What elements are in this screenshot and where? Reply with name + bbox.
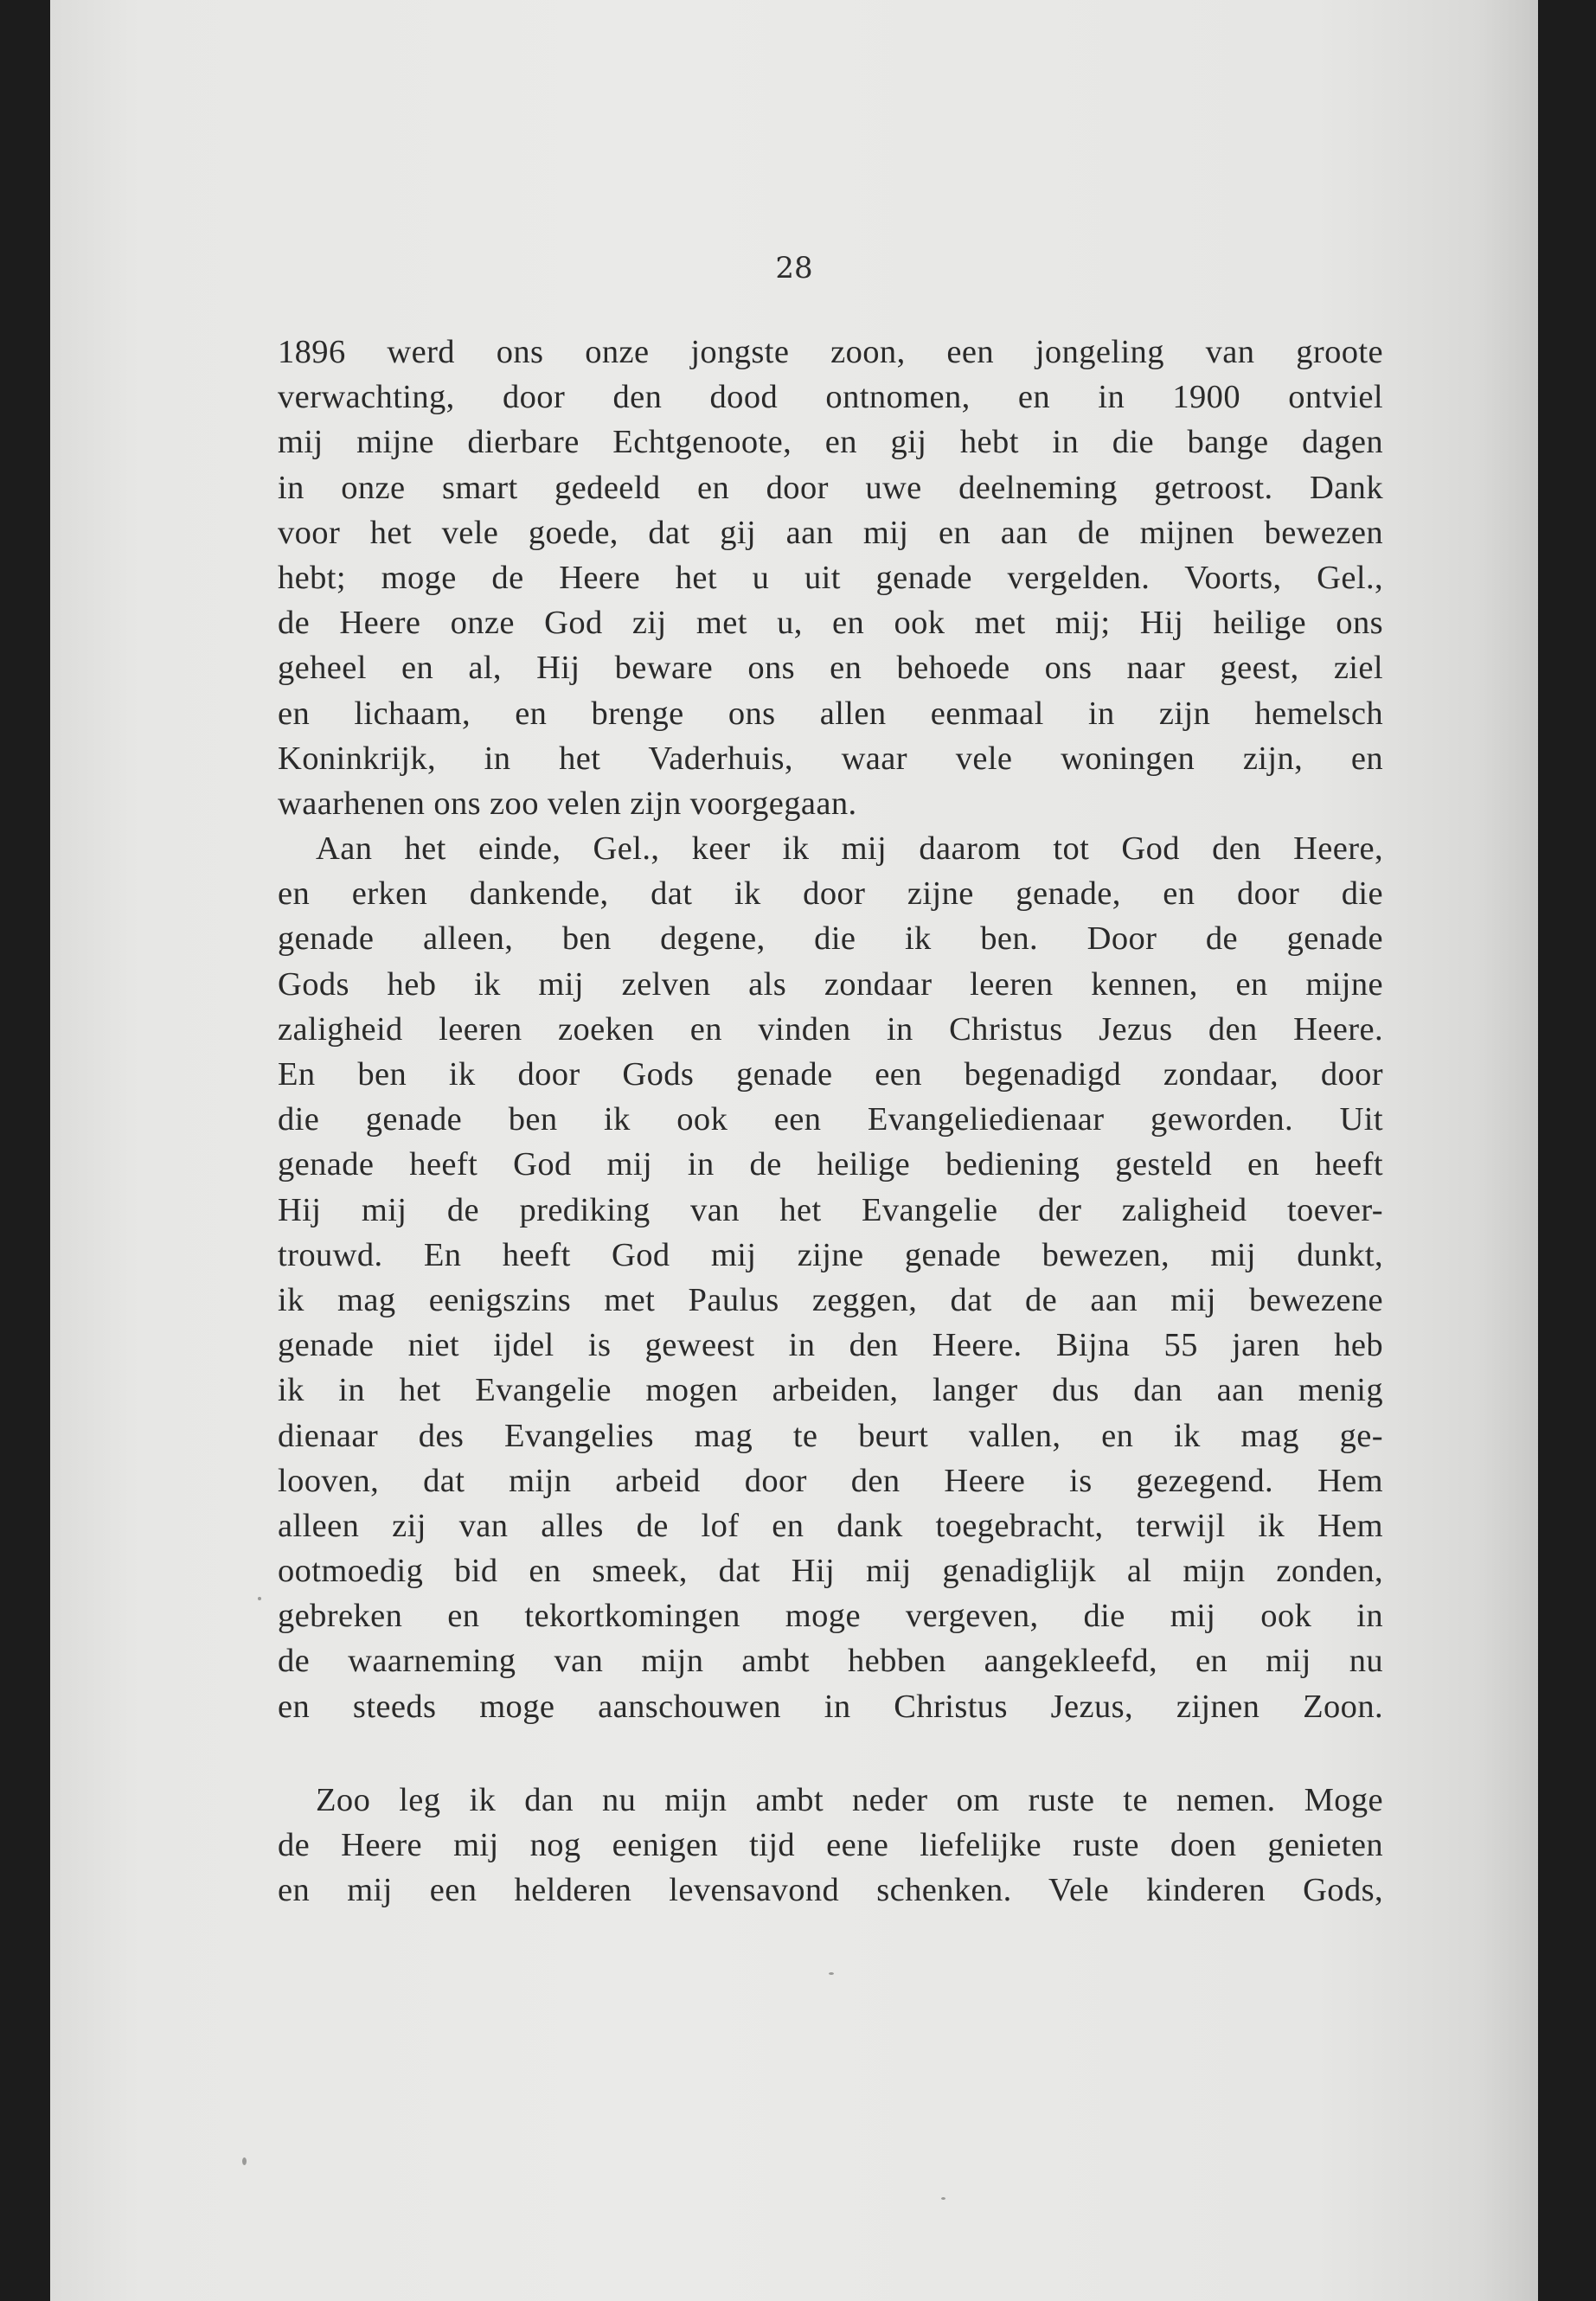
text-line: Zoo leg ik dan nu mijn ambt neder om ruste te nemen. Moge — [316, 1781, 1383, 1818]
text-line: genade niet ijdel is geweest in den Heere. Bijna 55 jaren heb — [278, 1327, 1383, 1364]
text-line: En ben ik door Gods genade een begenadigd zondaar, door — [278, 1056, 1383, 1093]
text-line: genade alleen, ben degene, die ik ben. Door de genade — [278, 920, 1383, 958]
text-line: en mij een helderen levensavond schenken. Vele kinderen Gods, — [278, 1872, 1383, 1909]
text-line: ik mag eenigszins met Paulus zeggen, dat de aan mij bewezene — [278, 1281, 1383, 1318]
text-line: Koninkrijk, in het Vaderhuis, waar vele woningen zijn, en — [278, 740, 1383, 777]
text-line: en steeds moge aanschouwen in Christus Jezus, zijnen Zoon. — [278, 1688, 1383, 1725]
text-line: ootmoedig bid en smeek, dat Hij mij genadiglijk al mijn zonden, — [278, 1553, 1383, 1590]
text-line: Hij mij de prediking van het Evangelie der zaligheid toever- — [278, 1191, 1383, 1228]
scan-speck — [829, 1972, 834, 1975]
text-line: Gods heb ik mij zelven als zondaar leeren kennen, en mijne — [278, 965, 1383, 1003]
paragraph-2 — [278, 826, 1383, 1729]
page-number: 28 — [775, 251, 813, 285]
text-line: en lichaam, en brenge ons allen eenmaal in zijn hemelsch — [278, 695, 1383, 732]
scan-speck — [941, 2197, 945, 2200]
paragraph-1 — [278, 330, 1383, 826]
text-line: genade heeft God mij in de heilige bediening gesteld en heeft — [278, 1146, 1383, 1183]
text-line: alleen zij van alles de lof en dank toegebracht, terwijl ik Hem — [278, 1507, 1383, 1544]
text-line: mij mijne dierbare Echtgenoote, en gij hebt in die bange dagen — [278, 424, 1383, 461]
text-line: de Heere mij nog eenigen tijd eene liefelijke ruste doen genieten — [278, 1827, 1383, 1863]
paragraph-3 — [278, 1778, 1383, 1913]
text-line: die genade ben ik ook een Evangeliedienaar geworden. Uit — [278, 1101, 1383, 1138]
text-line: trouwd. En heeft God mij zijne genade bewezen, mij dunkt, — [278, 1236, 1383, 1273]
scan-speck — [258, 1597, 261, 1600]
text-line: zaligheid leeren zoeken en vinden in Christus Jezus den Heere. — [278, 1010, 1383, 1048]
body-text — [278, 330, 1383, 1913]
paragraph-gap — [278, 1729, 1383, 1778]
text-line: looven, dat mijn arbeid door den Heere is gezegend. Hem — [278, 1462, 1383, 1499]
text-line: Aan het einde, Gel., keer ik mij daarom tot God den Heere, — [316, 830, 1383, 868]
text-line: dienaar des Evangelies mag te beurt vallen, en ik mag ge- — [278, 1417, 1383, 1454]
text-line: verwachting, door den dood ontnomen, en in 1900 ontviel — [278, 379, 1383, 416]
text-line: in onze smart gedeeld en door uwe deelneming getroost. Dank — [278, 469, 1383, 506]
text-line: en erken dankende, dat ik door zijne genade, en door die — [278, 875, 1383, 913]
text-line: de waarneming van mijn ambt hebben aangekleefd, en mij nu — [278, 1643, 1383, 1680]
book-page — [50, 0, 1538, 2301]
text-line: hebt; moge de Heere het u uit genade vergelden. Voorts, Gel., — [278, 559, 1383, 596]
text-line: waarhenen ons zoo velen zijn voorgegaan. — [278, 785, 857, 822]
scan-speck — [242, 2157, 247, 2165]
text-line: 1896 werd ons onze jongste zoon, een jongeling van groote — [278, 334, 1383, 370]
text-line: de Heere onze God zij met u, en ook met mij; Hij heilige ons — [278, 605, 1383, 642]
text-line: geheel en al, Hij beware ons en behoede ons naar geest, ziel — [278, 650, 1383, 687]
text-line: ik in het Evangelie mogen arbeiden, langer dus dan aan menig — [278, 1372, 1383, 1409]
text-line: voor het vele goede, dat gij aan mij en aan de mijnen bewezen — [278, 514, 1383, 551]
text-line: gebreken en tekortkomingen moge vergeven, die mij ook in — [278, 1598, 1383, 1635]
